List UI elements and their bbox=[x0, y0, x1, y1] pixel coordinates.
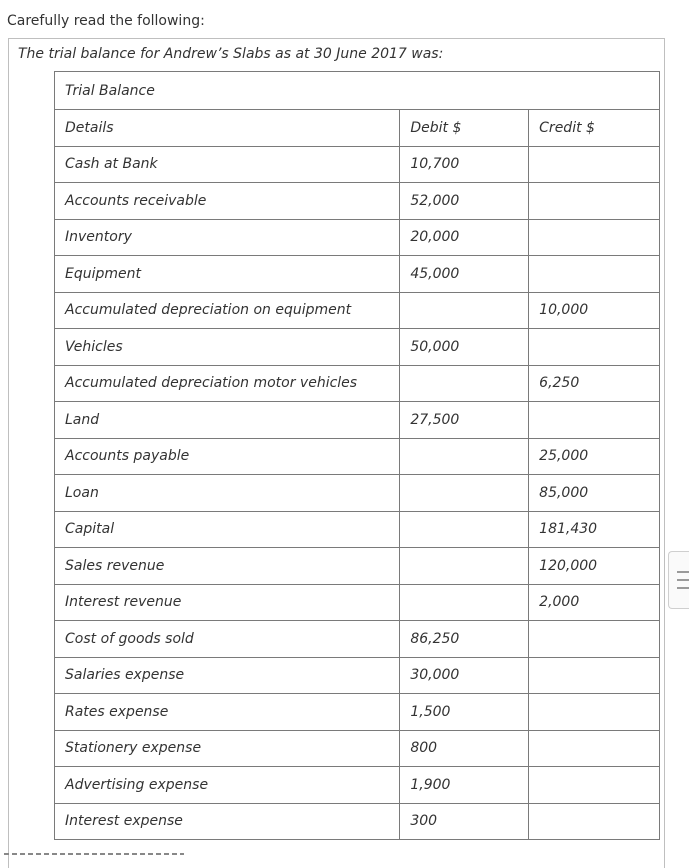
cell-credit bbox=[529, 730, 660, 767]
cell-credit bbox=[529, 767, 660, 804]
cell-credit bbox=[529, 402, 660, 439]
cell-debit bbox=[400, 438, 529, 475]
cell-credit bbox=[529, 694, 660, 731]
header-credit: Credit $ bbox=[529, 110, 660, 147]
cell-details: Rates expense bbox=[55, 694, 400, 731]
cell-credit: 10,000 bbox=[529, 292, 660, 329]
cell-debit: 27,500 bbox=[400, 402, 529, 439]
cell-credit bbox=[529, 256, 660, 293]
cell-details: Sales revenue bbox=[55, 548, 400, 585]
table-row bbox=[55, 730, 660, 767]
cell-credit: 181,430 bbox=[529, 511, 660, 548]
cell-details: Salaries expense bbox=[55, 657, 400, 694]
table-row bbox=[55, 183, 660, 220]
table-row bbox=[55, 548, 660, 585]
cell-debit: 1,900 bbox=[400, 767, 529, 804]
table-row bbox=[55, 657, 660, 694]
trial-balance-table bbox=[54, 71, 660, 840]
header-debit: Debit $ bbox=[400, 110, 529, 147]
cell-debit: 50,000 bbox=[400, 329, 529, 366]
table-title-row bbox=[55, 72, 660, 110]
cell-debit: 86,250 bbox=[400, 621, 529, 658]
cell-debit: 800 bbox=[400, 730, 529, 767]
table-title: Trial Balance bbox=[55, 72, 660, 110]
table-caption: The trial balance for Andrew’s Slabs as at 30 June 2017 was: bbox=[18, 46, 444, 62]
table-row bbox=[55, 621, 660, 658]
cell-details: Accounts payable bbox=[55, 438, 400, 475]
cell-debit: 45,000 bbox=[400, 256, 529, 293]
cell-details: Cash at Bank bbox=[55, 146, 400, 183]
instruction-text: Carefully read the following: bbox=[7, 13, 205, 29]
cell-details: Accounts receivable bbox=[55, 183, 400, 220]
cell-details: Stationery expense bbox=[55, 730, 400, 767]
table-row bbox=[55, 292, 660, 329]
menu-lines-icon bbox=[677, 579, 689, 581]
cell-credit bbox=[529, 803, 660, 840]
cell-debit bbox=[400, 511, 529, 548]
cell-debit: 52,000 bbox=[400, 183, 529, 220]
cut-off-footer-text bbox=[0, 853, 689, 859]
cell-credit bbox=[529, 329, 660, 366]
table-row bbox=[55, 365, 660, 402]
cell-details: Interest expense bbox=[55, 803, 400, 840]
cell-debit bbox=[400, 475, 529, 512]
cell-credit: 85,000 bbox=[529, 475, 660, 512]
cell-debit: 20,000 bbox=[400, 219, 529, 256]
table-header-row bbox=[55, 110, 660, 147]
cell-credit bbox=[529, 183, 660, 220]
cell-credit bbox=[529, 146, 660, 183]
menu-lines-icon bbox=[677, 571, 689, 573]
table-row bbox=[55, 694, 660, 731]
table-row bbox=[55, 438, 660, 475]
cell-credit bbox=[529, 219, 660, 256]
cell-details: Accumulated depreciation on equipment bbox=[55, 292, 400, 329]
cell-credit: 6,250 bbox=[529, 365, 660, 402]
cell-debit: 10,700 bbox=[400, 146, 529, 183]
cell-details: Loan bbox=[55, 475, 400, 512]
cell-debit: 1,500 bbox=[400, 694, 529, 731]
cell-credit bbox=[529, 621, 660, 658]
cell-details: Advertising expense bbox=[55, 767, 400, 804]
cell-debit bbox=[400, 292, 529, 329]
cell-details: Equipment bbox=[55, 256, 400, 293]
menu-lines-icon bbox=[677, 587, 689, 589]
table-row bbox=[55, 402, 660, 439]
table-row bbox=[55, 219, 660, 256]
table-row bbox=[55, 803, 660, 840]
cell-credit: 120,000 bbox=[529, 548, 660, 585]
cell-details: Land bbox=[55, 402, 400, 439]
table-row bbox=[55, 329, 660, 366]
table-row bbox=[55, 146, 660, 183]
table-row bbox=[55, 767, 660, 804]
table-row bbox=[55, 511, 660, 548]
cell-credit: 2,000 bbox=[529, 584, 660, 621]
cell-details: Interest revenue bbox=[55, 584, 400, 621]
cell-details: Cost of goods sold bbox=[55, 621, 400, 658]
cell-credit bbox=[529, 657, 660, 694]
table-row bbox=[55, 584, 660, 621]
cell-debit bbox=[400, 584, 529, 621]
cell-details: Capital bbox=[55, 511, 400, 548]
header-details: Details bbox=[55, 110, 400, 147]
cell-debit bbox=[400, 548, 529, 585]
cell-credit: 25,000 bbox=[529, 438, 660, 475]
table-row bbox=[55, 256, 660, 293]
side-panel-handle[interactable] bbox=[668, 551, 689, 609]
cell-debit bbox=[400, 365, 529, 402]
table-row bbox=[55, 475, 660, 512]
cell-debit: 30,000 bbox=[400, 657, 529, 694]
cell-details: Accumulated depreciation motor vehicles bbox=[55, 365, 400, 402]
cell-details: Inventory bbox=[55, 219, 400, 256]
cell-details: Vehicles bbox=[55, 329, 400, 366]
cell-debit: 300 bbox=[400, 803, 529, 840]
question-box bbox=[8, 38, 665, 868]
